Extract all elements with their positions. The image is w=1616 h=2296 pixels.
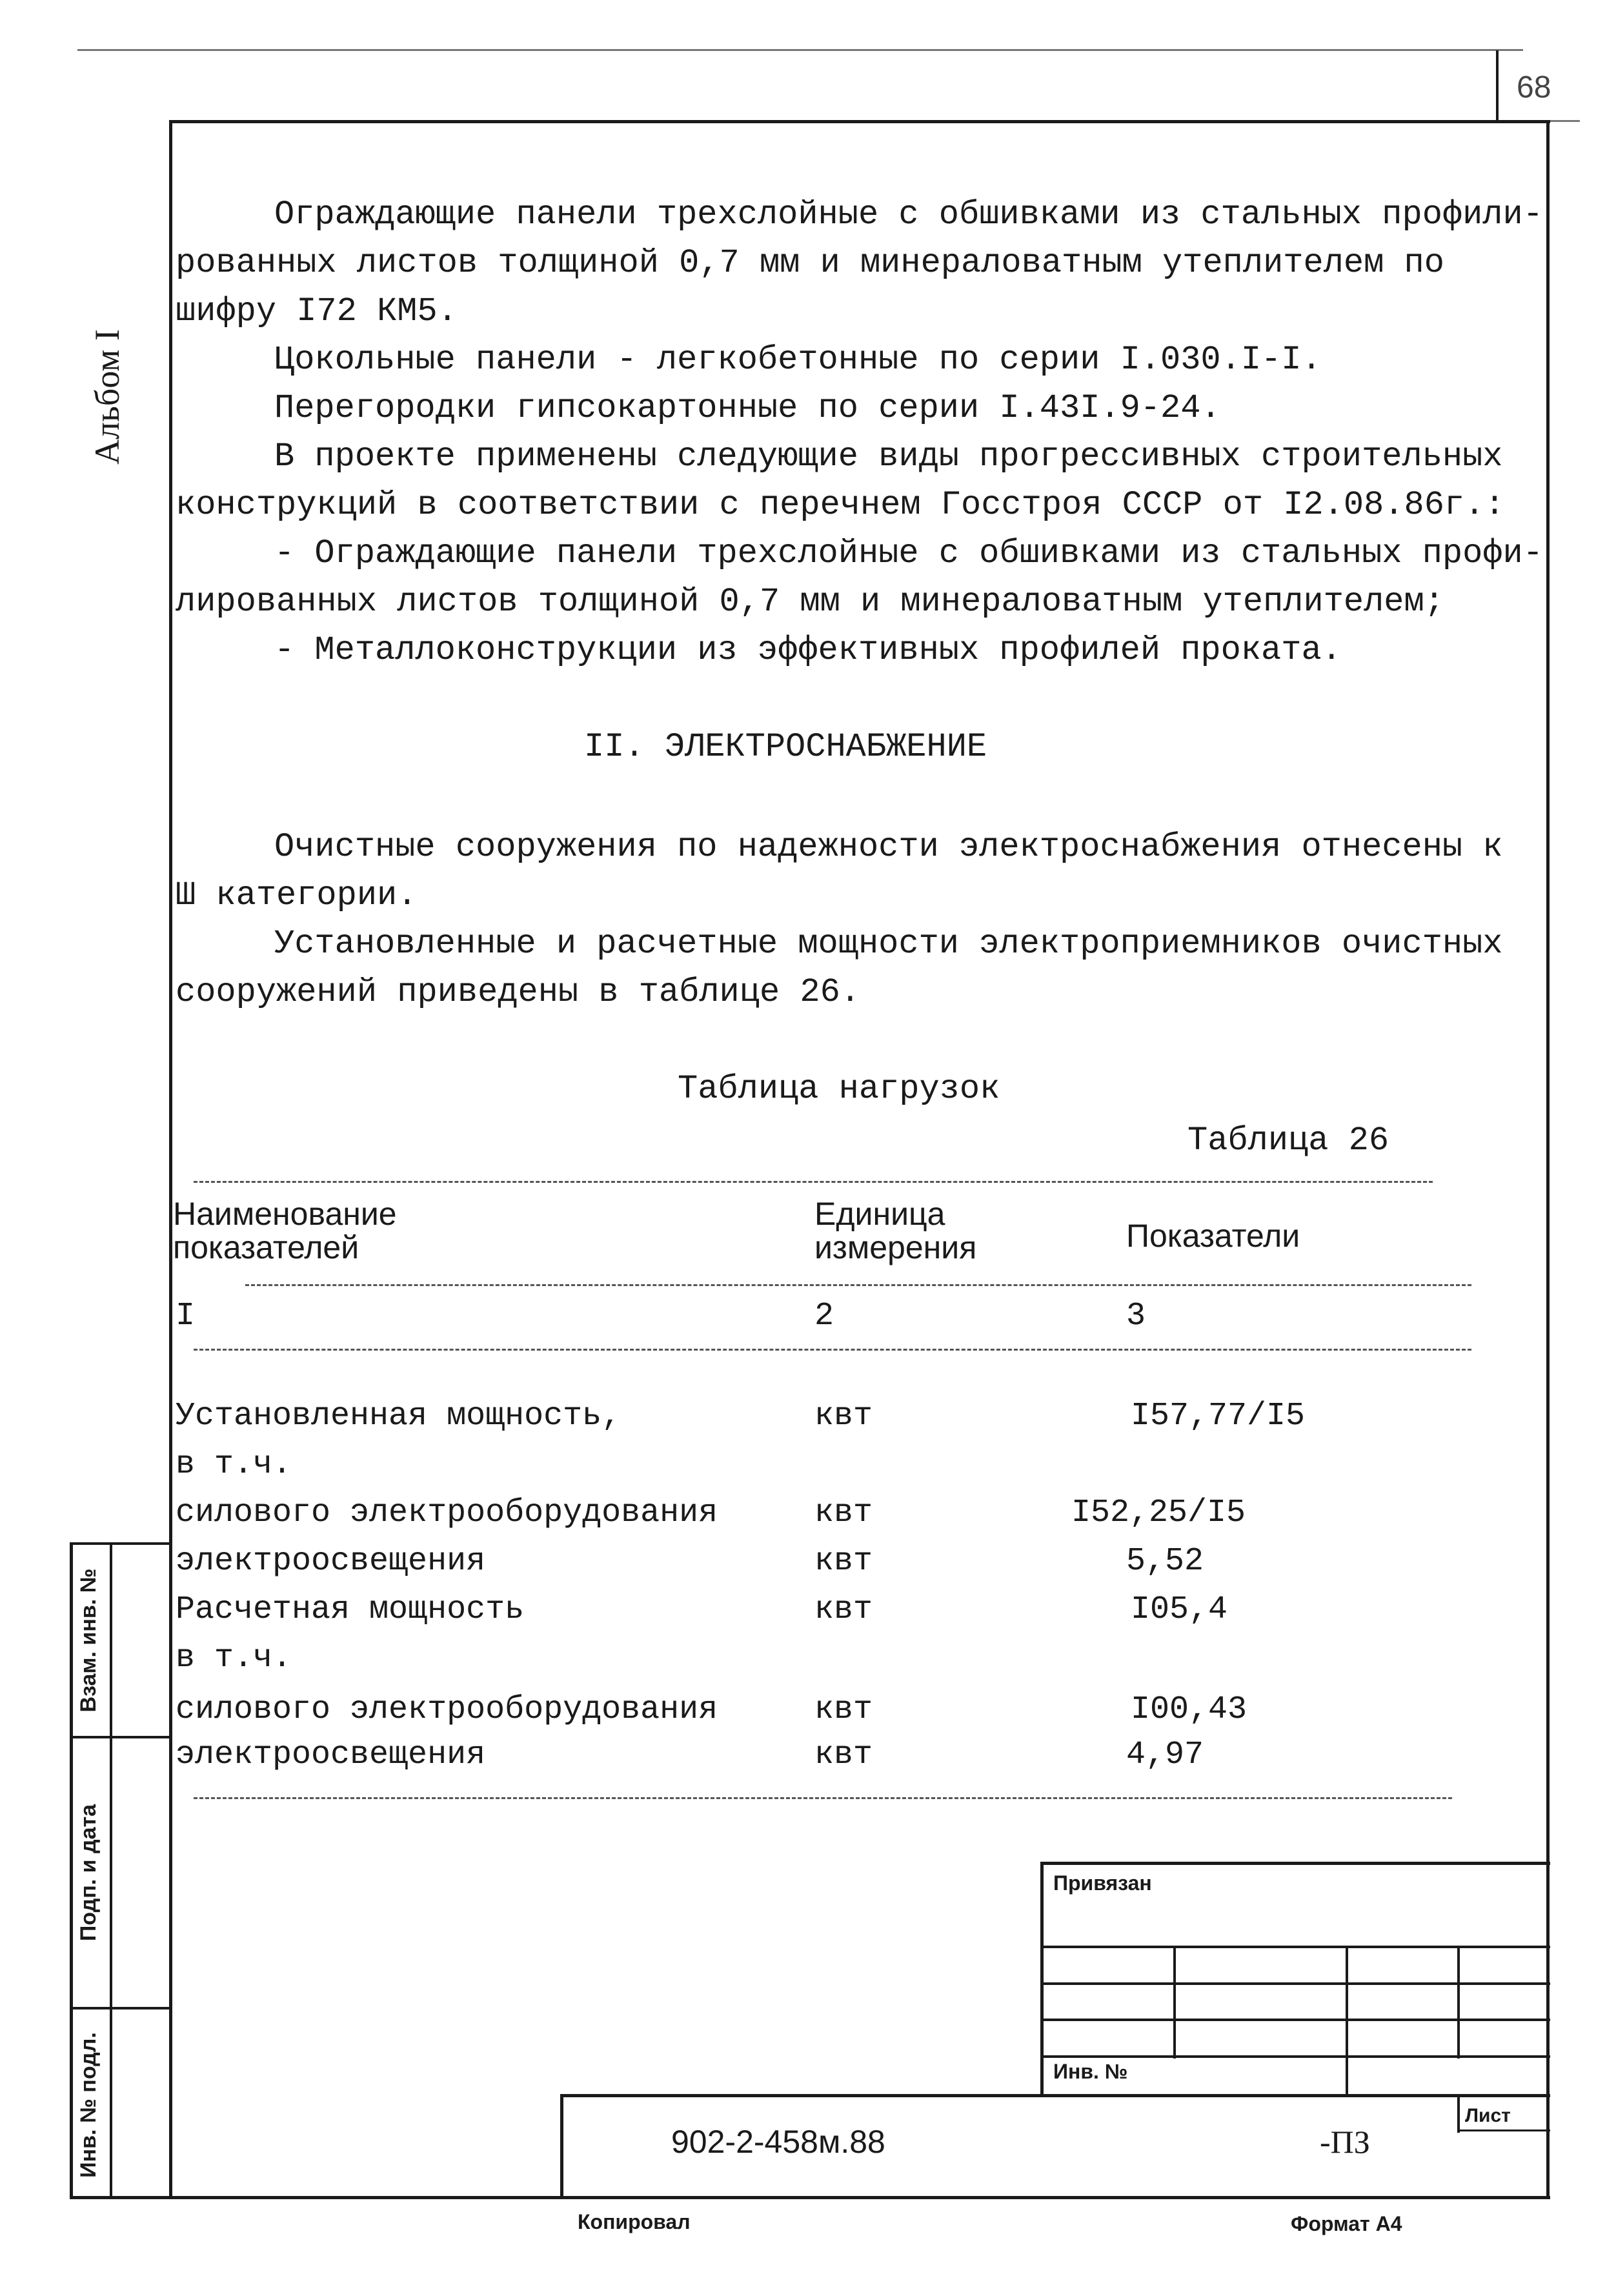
stamp-row-3 bbox=[1040, 2019, 1550, 2021]
table-bottom-rule bbox=[194, 1797, 1452, 1799]
header-value: Показатели bbox=[1126, 1218, 1300, 1254]
row-1-unit: квт bbox=[814, 1398, 873, 1435]
header-name bbox=[173, 1197, 397, 1264]
row-8-unit: квт bbox=[814, 1737, 873, 1773]
row-3-name: силового электрооборудования bbox=[176, 1495, 718, 1531]
paragraph-1-line-2: рованных листов толщиной 0,7 мм и минераловатным утеплителем по bbox=[176, 244, 1444, 282]
row-3-value: I52,25/I5 bbox=[1071, 1495, 1246, 1531]
col-number-1: I bbox=[176, 1298, 196, 1334]
col-number-3: 3 bbox=[1126, 1298, 1146, 1334]
row-8-value: 4,97 bbox=[1126, 1737, 1204, 1773]
top-trim-line bbox=[77, 49, 1523, 51]
row-1-name: Установленная мощность, bbox=[176, 1398, 621, 1435]
header-unit-line-2: измерения bbox=[814, 1229, 977, 1265]
side-stamp-outer-left bbox=[70, 1542, 73, 2199]
section-heading: II. ЭЛЕКТРОСНАБЖЕНИЕ bbox=[584, 728, 987, 766]
row-4-value: 5,52 bbox=[1126, 1543, 1204, 1580]
table-caption: Таблица нагрузок bbox=[678, 1070, 1000, 1108]
frame-top bbox=[169, 120, 1550, 123]
paragraph-3: Перегородки гипсокартонные по серии I.43I.9-24. bbox=[274, 389, 1221, 427]
side-label-podp-data: Подп. и дата bbox=[76, 1804, 101, 1942]
header-name-line-1: Наименование bbox=[173, 1196, 397, 1232]
stamp-privyazan: Привязан bbox=[1053, 1871, 1152, 1895]
footer-copied: Копировал bbox=[578, 2210, 691, 2233]
section-paragraph-2-line-2: сооружений приведены в таблице 26. bbox=[176, 973, 860, 1011]
side-stamp-divider bbox=[110, 1542, 112, 2199]
paragraph-4-line-2: конструкций в соответствии с перечнем Госстроя СССР от I2.08.86г.: bbox=[176, 486, 1505, 524]
side-label-vzam-inv: Взам. инв. № bbox=[76, 1568, 101, 1713]
col-number-rule bbox=[194, 1349, 1471, 1351]
stamp-col-2 bbox=[1346, 1946, 1348, 2097]
paragraph-6: - Металлоконструкции из эффективных профилей проката. bbox=[274, 631, 1342, 669]
paragraph-5-line-1: - Ограждающие панели трехслойные с обшивками из стальных профи- bbox=[274, 534, 1543, 572]
row-5-value: I05,4 bbox=[1131, 1591, 1228, 1628]
paragraph-1-line-1: Ограждающие панели трехслойные с обшивками из стальных профили- bbox=[274, 196, 1543, 234]
row-3-unit: квт bbox=[814, 1495, 873, 1531]
row-1-value: I57,77/I5 bbox=[1131, 1398, 1306, 1435]
header-rule bbox=[245, 1284, 1471, 1286]
row-5-unit: квт bbox=[814, 1591, 873, 1628]
stamp-list-label: Лист bbox=[1465, 2105, 1511, 2126]
title-block-list-underline bbox=[1457, 2130, 1550, 2131]
frame-bottom bbox=[70, 2196, 1550, 2199]
row-5-name: Расчетная мощность bbox=[176, 1591, 525, 1628]
row-6-name: в т.ч. bbox=[176, 1640, 292, 1677]
paragraph-1-line-3: шифру I72 КМ5. bbox=[176, 292, 458, 330]
stamp-row-4 bbox=[1040, 2055, 1550, 2058]
stamp-col-3 bbox=[1457, 1946, 1460, 2059]
title-block-top bbox=[560, 2094, 1550, 2097]
table-number: Таблица 26 bbox=[1187, 1122, 1389, 1160]
header-unit bbox=[814, 1197, 976, 1264]
row-7-unit: квт bbox=[814, 1691, 873, 1728]
paragraph-5-line-2: лированных листов толщиной 0,7 мм и минераловатным утеплителем; bbox=[176, 583, 1444, 621]
footer-format: Формат А4 bbox=[1291, 2212, 1402, 2235]
page-number: 68 bbox=[1517, 70, 1551, 105]
side-label-inv-podl: Инв. № подл. bbox=[76, 2032, 101, 2178]
row-4-unit: квт bbox=[814, 1543, 873, 1580]
section-paragraph-1-line-2: Ш категории. bbox=[176, 876, 418, 914]
row-7-name: силового электрооборудования bbox=[176, 1691, 718, 1728]
frame-right bbox=[1546, 120, 1550, 2199]
paragraph-2: Цокольные панели - легкобетонные по серии I.030.I-I. bbox=[274, 341, 1322, 379]
table-top-rule bbox=[194, 1181, 1433, 1183]
title-block-list-divider bbox=[1457, 2094, 1460, 2133]
page-number-box bbox=[1496, 50, 1576, 121]
frame-left bbox=[169, 120, 172, 2199]
stamp-left bbox=[1040, 1862, 1044, 2097]
row-2-name: в т.ч. bbox=[176, 1446, 292, 1483]
row-8-name: электроосвещения bbox=[176, 1737, 486, 1773]
stamp-row-1 bbox=[1040, 1946, 1550, 1948]
section-paragraph-2-line-1: Установленные и расчетные мощности электроприемников очистных bbox=[274, 925, 1503, 963]
title-block-left bbox=[560, 2094, 563, 2199]
row-4-name: электроосвещения bbox=[176, 1543, 486, 1580]
paragraph-4-line-1: В проекте применены следующие виды прогрессивных строительных bbox=[274, 438, 1503, 476]
col-number-2: 2 bbox=[814, 1298, 834, 1334]
section-paragraph-1-line-1: Очистные сооружения по надежности электроснабжения отнесены к bbox=[274, 828, 1503, 866]
album-label: Альбом I bbox=[88, 329, 126, 465]
header-unit-line-1: Единица bbox=[814, 1196, 945, 1232]
doc-suffix: -ПЗ bbox=[1320, 2124, 1370, 2160]
row-7-value: I00,43 bbox=[1131, 1691, 1247, 1728]
doc-code: 902-2-458м.88 bbox=[671, 2124, 885, 2160]
stamp-row-2 bbox=[1040, 1982, 1550, 1985]
header-name-line-2: показателей bbox=[173, 1229, 359, 1265]
stamp-col-1 bbox=[1173, 1946, 1176, 2059]
stamp-top bbox=[1040, 1862, 1550, 1865]
stamp-inv-no: Инв. № bbox=[1053, 2060, 1128, 2083]
